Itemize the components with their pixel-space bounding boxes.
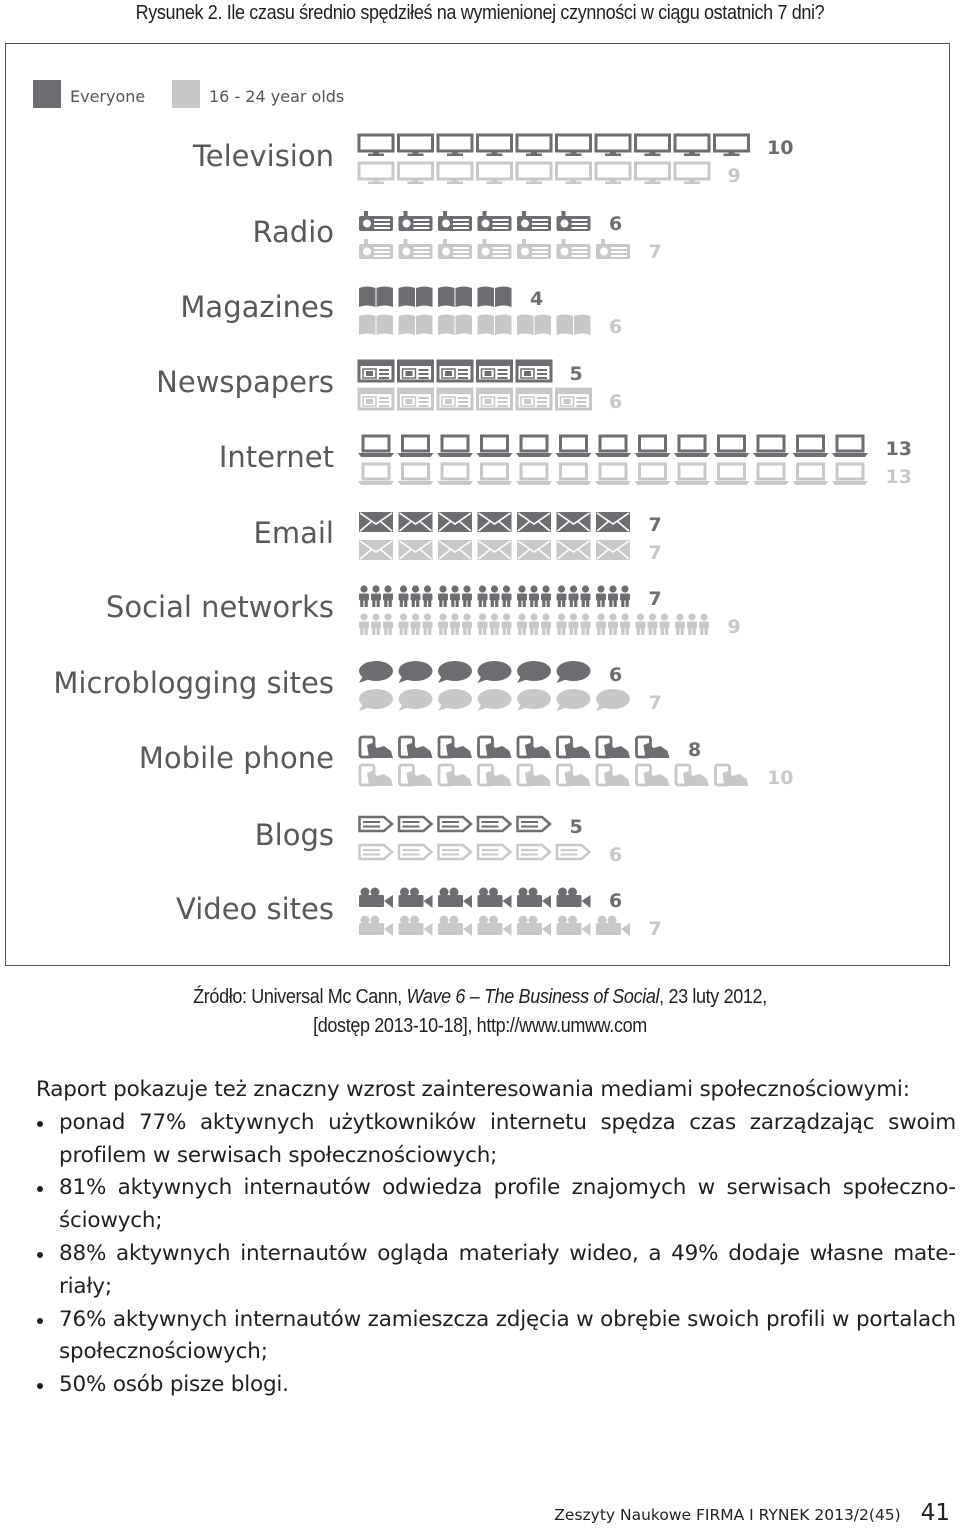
video-camera-icon-mark [478,888,512,909]
source-line2: [dostęp 2013-10-18], http://www.umww.com [313,1015,647,1037]
speech-bubble-icon-mark [399,689,433,711]
magazine-icon-mark [438,287,472,308]
laptop-icon-mark [832,436,868,457]
blog-icon-mark [399,817,432,831]
value-label: 6 [609,664,623,686]
category-label: Television [192,139,334,173]
value-label: 6 [609,213,623,235]
laptop-icon-mark [437,436,473,457]
legend-swatch [172,80,200,108]
tv-icon-mark [557,135,591,156]
legend-label: 16 - 24 year olds [209,87,345,106]
envelope-icon-mark [478,540,512,560]
category-label: Magazines [180,290,334,324]
source-suffix: , 23 luty 2012, [659,986,767,1008]
video-camera-icon-mark [359,916,393,937]
video-camera-icon-mark [557,888,591,909]
tv-icon-mark [596,163,630,184]
laptop-icon-mark [832,464,868,485]
value-label: 9 [727,165,741,187]
newspaper-icon-mark [478,361,512,381]
blog-icon-mark [478,817,511,831]
blog-icon-mark [518,817,551,831]
envelope-icon-mark [359,512,393,532]
tv-icon-mark [438,163,472,184]
magazine-icon-mark [399,315,433,336]
bullet-item: 88% aktywnych internautów ogląda materiały wideo, a 49% dodaje własne materiały; [36,1238,956,1304]
envelope-icon-mark [438,512,472,532]
magazine-icon-mark [438,315,472,336]
tv-icon-mark [478,135,512,156]
phone-icon-mark [400,765,433,786]
blog-icon-mark [478,845,511,859]
radio-icon-mark [399,239,433,259]
speech-bubble-icon-mark [596,689,630,711]
page-number: 41 [920,1500,950,1526]
newspaper-icon-mark [359,389,393,409]
value-label: 5 [569,363,583,385]
value-label: 6 [609,316,623,338]
bullet-item: ponad 77% aktywnych użytkowników internetu spędza czas zarządzając swoim profilem w serwisach społecznościowych; [36,1107,956,1173]
laptop-icon-mark [753,436,789,457]
value-label: 6 [609,391,623,413]
radio-icon-mark [399,211,433,231]
phone-icon-mark [479,737,512,758]
laptop-icon-mark [398,464,434,485]
tv-icon-mark [517,163,551,184]
people-icon-mark [596,585,630,607]
laptop-icon-mark [595,436,631,457]
video-camera-icon-mark [517,916,551,937]
category-label: Internet [218,440,334,474]
phone-icon-mark [637,737,670,758]
value-label: 7 [648,514,662,536]
laptop-icon-mark [793,436,829,457]
value-label: 13 [885,438,912,460]
radio-icon-mark [596,239,630,259]
value-label: 7 [648,588,662,610]
laptop-icon-mark [674,436,710,457]
laptop-icon-mark [635,464,671,485]
body-text [36,1074,956,1402]
value-label: 4 [530,288,544,310]
value-label: 5 [569,816,583,838]
laptop-icon-mark [635,436,671,457]
radio-icon-mark [359,239,393,259]
newspaper-icon-mark [359,361,393,381]
envelope-icon-mark [438,540,472,560]
value-label: 8 [688,739,702,761]
blog-icon-mark [557,845,590,859]
people-icon-mark [596,613,630,635]
bullet-item: 81% aktywnych internautów odwiedza profile znajomych w serwisach społecznościowych; [36,1172,956,1238]
magazine-icon-mark [359,315,393,336]
source-prefix: Źródło: Universal Mc Cann, [193,986,407,1008]
tv-icon-mark [675,163,709,184]
speech-bubble-icon-mark [478,661,512,683]
tv-icon-mark [399,163,433,184]
laptop-icon-mark [477,464,513,485]
magazine-icon-mark [478,315,512,336]
video-camera-icon-mark [517,888,551,909]
laptop-icon-mark [358,464,394,485]
blog-icon-mark [439,817,472,831]
speech-bubble-icon-mark [359,661,393,683]
blog-icon-mark [360,817,393,831]
source-title: Wave 6 – The Business of Social [406,986,660,1008]
tv-icon-mark [636,163,670,184]
video-camera-icon-mark [478,916,512,937]
video-camera-icon-mark [438,888,472,909]
tv-icon-mark [359,135,393,156]
speech-bubble-icon-mark [517,689,551,711]
body-intro: Raport pokazuje też znaczny wzrost zainteresowania mediami społecznościowymi: [36,1077,910,1102]
pictogram-chart [5,43,950,966]
phone-icon-mark [518,765,551,786]
value-label: 7 [648,542,662,564]
blog-icon-mark [360,845,393,859]
tv-icon-mark [478,163,512,184]
newspaper-icon-mark [517,389,551,409]
laptop-icon-mark [674,464,710,485]
laptop-icon-mark [595,464,631,485]
category-label: Email [253,516,334,550]
tv-icon-mark [715,135,749,156]
people-icon-mark [557,585,591,607]
radio-icon-mark [438,211,472,231]
tv-icon-mark [359,163,393,184]
value-label: 13 [885,466,912,488]
blog-icon-mark [439,845,472,859]
people-icon-mark [636,613,670,635]
people-icon-mark [557,613,591,635]
phone-icon-mark [360,765,393,786]
laptop-icon-mark [556,436,592,457]
video-camera-icon-mark [596,916,630,937]
newspaper-icon-mark [517,361,551,381]
envelope-icon-mark [399,512,433,532]
category-label: Radio [252,215,334,249]
envelope-icon-mark [596,512,630,532]
radio-icon-mark [517,211,551,231]
phone-icon-mark [400,737,433,758]
laptop-icon-mark [437,464,473,485]
radio-icon-mark [478,211,512,231]
laptop-icon-mark [556,464,592,485]
phone-icon-mark [597,765,630,786]
laptop-icon-mark [516,436,552,457]
laptop-icon-mark [358,436,394,457]
envelope-icon-mark [557,512,591,532]
video-camera-icon-mark [359,888,393,909]
speech-bubble-icon-mark [438,689,472,711]
newspaper-icon-mark [438,361,472,381]
phone-icon-mark [597,737,630,758]
value-label: 7 [648,692,662,714]
speech-bubble-icon-mark [399,661,433,683]
radio-icon-mark [557,239,591,259]
bullet-list [36,1107,956,1402]
envelope-icon-mark [359,540,393,560]
bullet-item: 76% aktywnych internautów zamieszcza zdjęcia w obrębie swoich profili w portalach społecznościowych; [36,1304,956,1370]
speech-bubble-icon-mark [517,661,551,683]
envelope-icon-mark [478,512,512,532]
laptop-icon-mark [516,464,552,485]
chart-svg [6,44,949,965]
value-label: 7 [648,918,662,940]
tv-icon-mark [438,135,472,156]
magazine-icon-mark [359,287,393,308]
phone-icon-mark [439,737,472,758]
magazine-icon-mark [399,287,433,308]
newspaper-icon-mark [557,389,591,409]
people-icon-mark [478,585,512,607]
value-label: 6 [609,890,623,912]
journal-name: Zeszyty Naukowe FIRMA I RYNEK 2013/2(45) [554,1506,901,1524]
magazine-icon-mark [517,315,551,336]
legend-swatch [33,80,61,108]
category-label: Newspapers [156,365,334,399]
video-camera-icon-mark [557,916,591,937]
newspaper-icon-mark [399,361,433,381]
laptop-icon-mark [398,436,434,457]
value-label: 10 [767,767,794,789]
page-footer [554,1500,950,1526]
radio-icon-mark [438,239,472,259]
phone-icon-mark [637,765,670,786]
speech-bubble-icon-mark [557,689,591,711]
video-camera-icon-mark [399,888,433,909]
category-label: Blogs [254,818,334,852]
speech-bubble-icon-mark [438,661,472,683]
radio-icon-mark [557,211,591,231]
people-icon-mark [399,585,433,607]
speech-bubble-icon-mark [557,661,591,683]
newspaper-icon-mark [478,389,512,409]
people-icon-mark [438,613,472,635]
envelope-icon-mark [517,540,551,560]
tv-icon-mark [675,135,709,156]
people-icon-mark [438,585,472,607]
value-label: 6 [609,844,623,866]
phone-icon-mark [716,765,749,786]
speech-bubble-icon-mark [359,689,393,711]
tv-icon-mark [517,135,551,156]
people-icon-mark [675,613,709,635]
tv-icon-mark [399,135,433,156]
newspaper-icon-mark [399,389,433,409]
bullet-item: 50% osób pisze blogi. [36,1369,956,1402]
people-icon-mark [517,585,551,607]
radio-icon-mark [359,211,393,231]
phone-icon-mark [479,765,512,786]
category-label: Mobile phone [138,741,334,775]
value-label: 9 [727,616,741,638]
legend-label: Everyone [70,87,146,106]
laptop-icon-mark [714,464,750,485]
radio-icon-mark [478,239,512,259]
envelope-icon-mark [399,540,433,560]
laptop-icon-mark [793,464,829,485]
tv-icon-mark [596,135,630,156]
tv-icon-mark [557,163,591,184]
envelope-icon-mark [557,540,591,560]
people-icon-mark [399,613,433,635]
category-label: Microblogging sites [53,666,334,700]
phone-icon-mark [558,765,591,786]
video-camera-icon-mark [399,916,433,937]
blog-icon-mark [518,845,551,859]
laptop-icon-mark [753,464,789,485]
phone-icon-mark [558,737,591,758]
people-icon-mark [478,613,512,635]
radio-icon-mark [517,239,551,259]
phone-icon-mark [360,737,393,758]
category-label: Video sites [176,892,334,926]
phone-icon-mark [439,765,472,786]
laptop-icon-mark [477,436,513,457]
phone-icon-mark [676,765,709,786]
magazine-icon-mark [557,315,591,336]
newspaper-icon-mark [438,389,472,409]
value-label: 10 [767,137,794,159]
people-icon-mark [359,613,393,635]
magazine-icon-mark [478,287,512,308]
people-icon-mark [517,613,551,635]
envelope-icon-mark [517,512,551,532]
blog-icon-mark [399,845,432,859]
category-label: Social networks [105,590,334,624]
figure-caption: Rysunek 2. Ile czasu średnio spędziłeś na wymienionej czynności w ciągu ostatnich 7 dni? [135,2,825,24]
laptop-icon-mark [714,436,750,457]
video-camera-icon-mark [438,916,472,937]
envelope-icon-mark [596,540,630,560]
phone-icon-mark [518,737,551,758]
speech-bubble-icon-mark [478,689,512,711]
people-icon-mark [359,585,393,607]
tv-icon-mark [636,135,670,156]
value-label: 7 [648,241,662,263]
figure-source [48,983,912,1041]
